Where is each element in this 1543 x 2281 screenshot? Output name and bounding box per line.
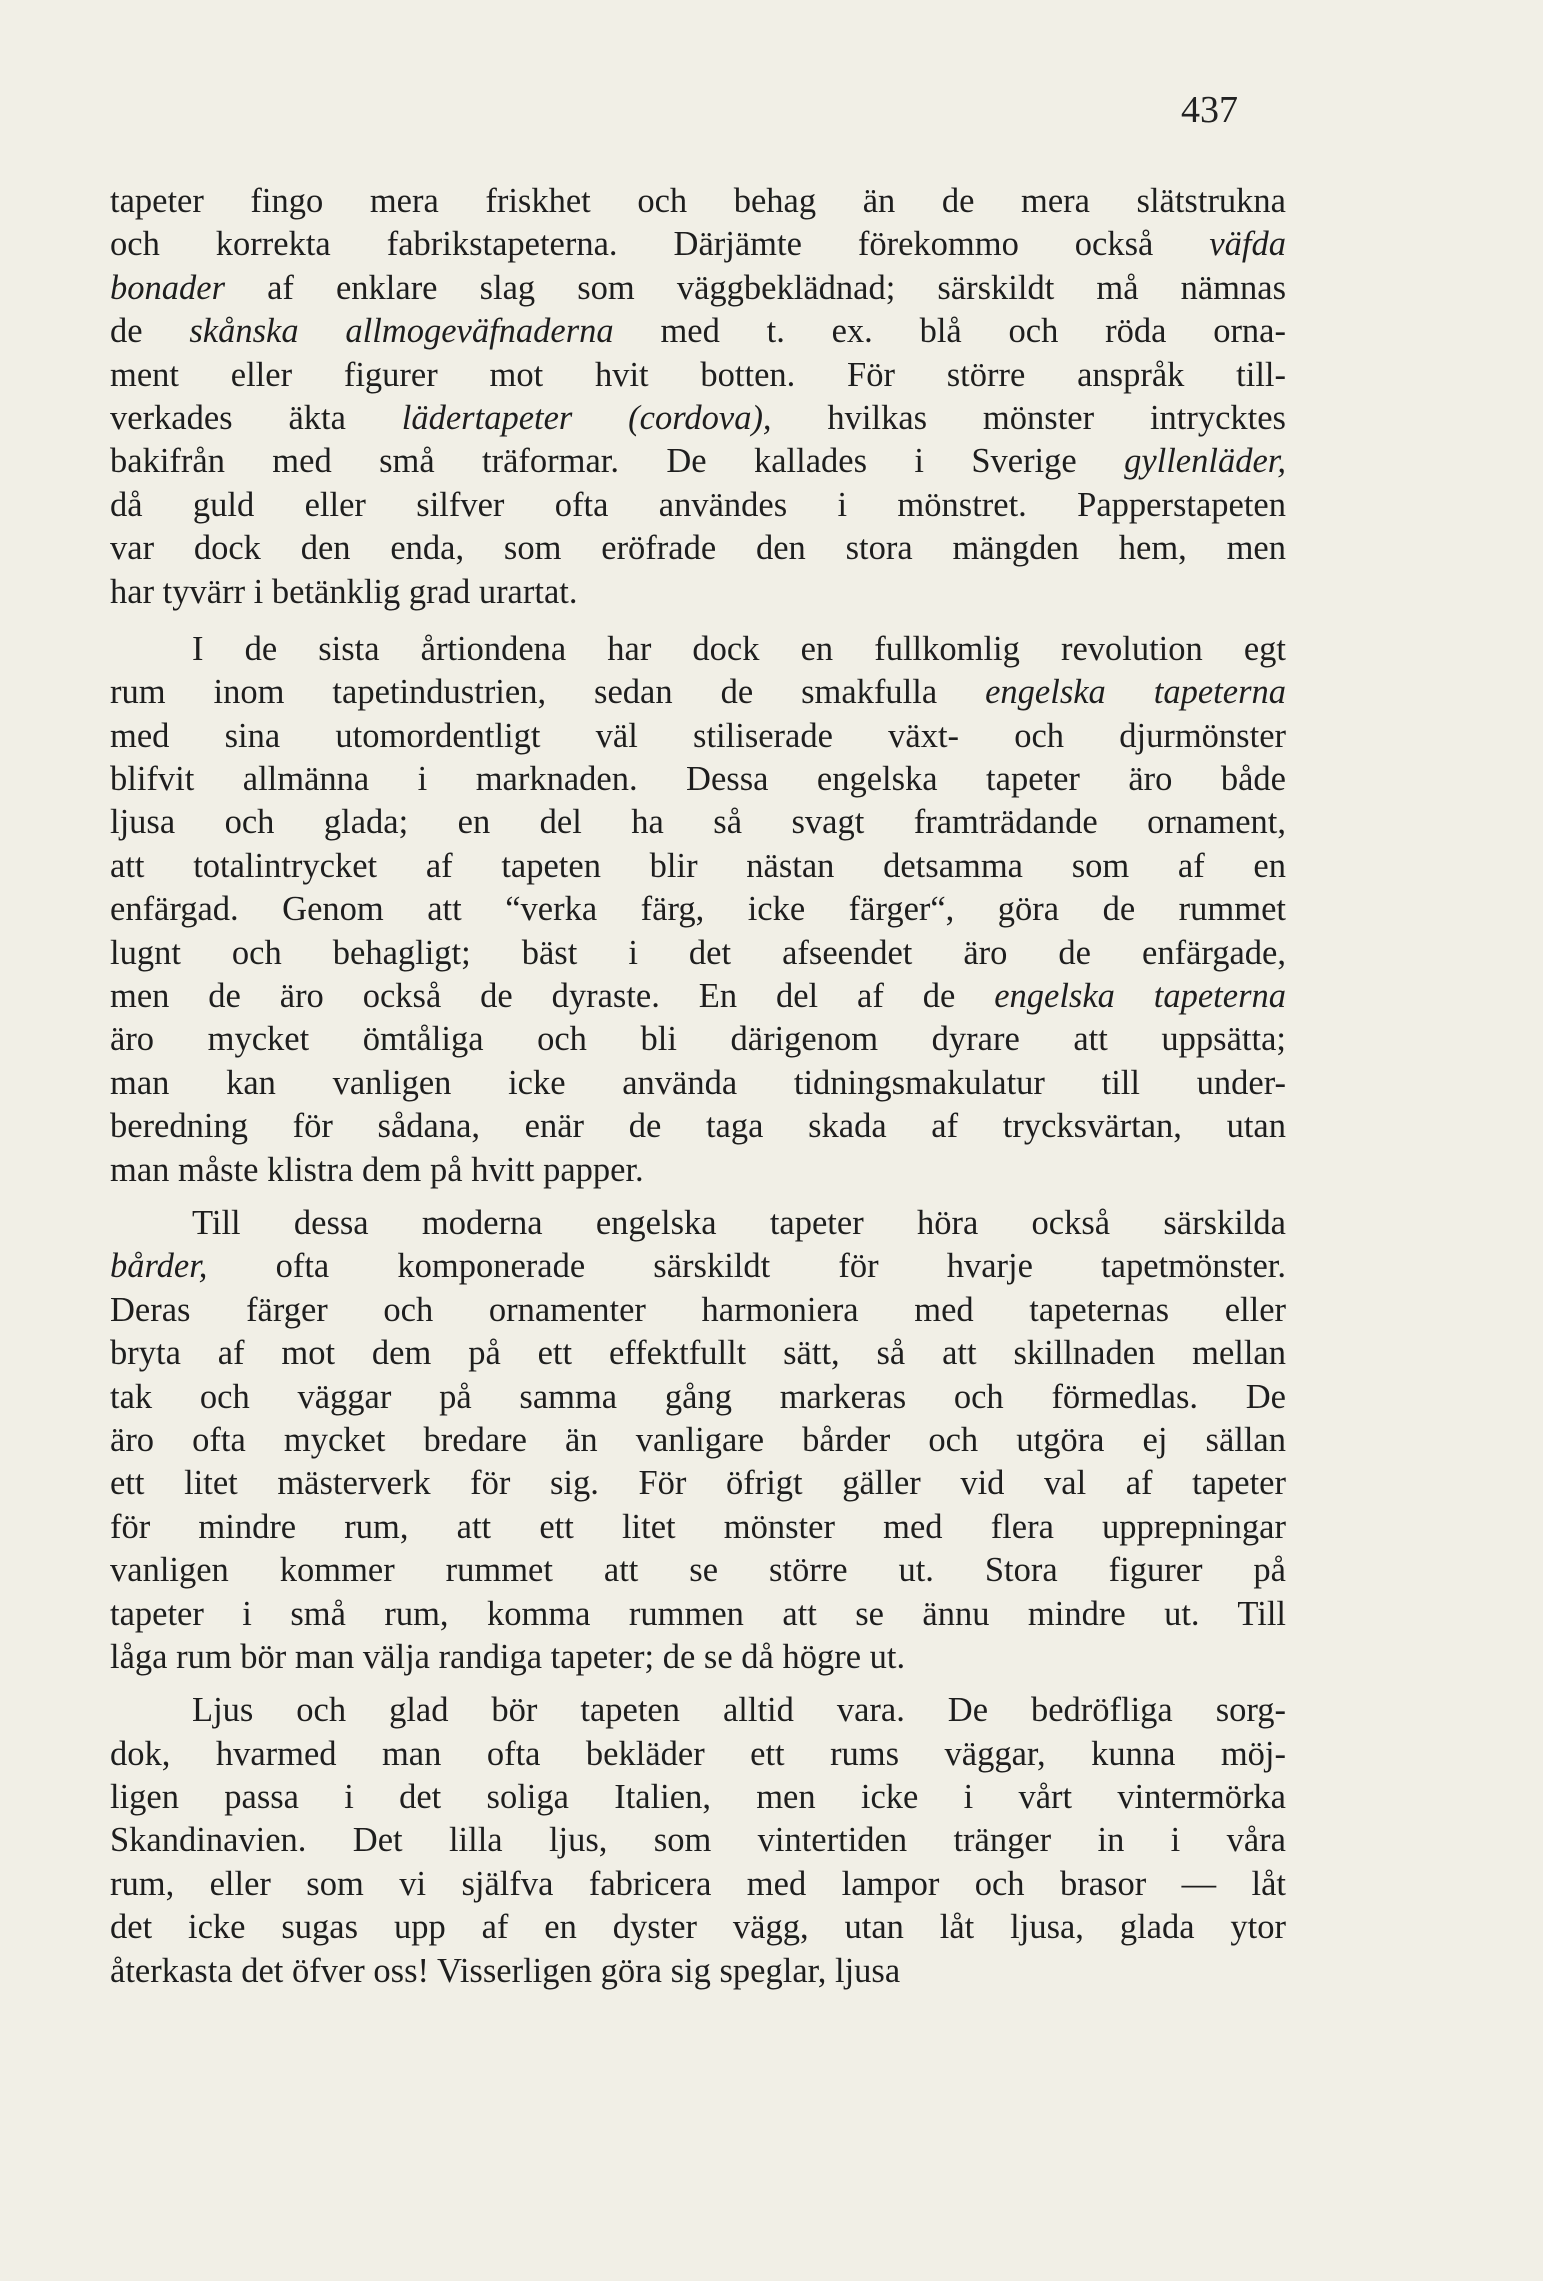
text-line: men de äro också de dyraste. En del af de engelska tapeterna — [110, 977, 1287, 1016]
text-line: Skandinavien. Det lilla ljus, som vintertiden tränger in i våra — [110, 1821, 1286, 1860]
text-line: och korrekta fabrikstapeterna. Därjämte förekommo också väfda — [110, 225, 1286, 264]
text-line: ment eller figurer mot hvit botten. För större anspråk till- — [110, 355, 1286, 394]
text-line: tapeter fingo mera friskhet och behag än de mera slätstrukna — [110, 182, 1286, 220]
text-line: man kan vanligen icke använda tidningsmakulatur till under- — [110, 1063, 1286, 1102]
italic-term: lädertapeter (cordova), — [401, 398, 772, 437]
italic-term: engelska tapeterna — [994, 977, 1287, 1016]
italic-term: väfda — [1209, 225, 1286, 264]
text-line: de skånska allmogeväfnaderna med t. ex. blå och röda orna- — [110, 312, 1286, 351]
text-line: var dock den enda, som eröfrade den stora mängden hem, men — [110, 529, 1286, 568]
text-line: det icke sugas upp af en dyster vägg, utan låt ljusa, glada ytor — [110, 1908, 1286, 1947]
text-line: att totalintrycket af tapeten blir nästan detsamma som af en — [110, 846, 1286, 885]
text-line: rum, eller som vi själfva fabricera med lampor och brasor — låt — [110, 1864, 1286, 1903]
page-number: 437 — [1181, 89, 1238, 131]
paragraph — [110, 180, 1286, 614]
text-line: enfärgad. Genom att “verka färg, icke färger“, göra de rummet — [110, 890, 1286, 929]
text-line: Ljus och glad bör tapeten alltid vara. De bedröfliga sorg- — [192, 1691, 1286, 1730]
paragraph — [110, 628, 1286, 1192]
body-text — [110, 180, 1286, 2003]
text-line: har tyvärr i betänklig grad urartat. — [110, 572, 578, 611]
italic-term: gyllenläder, — [1124, 442, 1286, 481]
text-line: då guld eller silfver ofta användes i mönstret. Papperstapeten — [110, 485, 1286, 524]
text-line: ligen passa i det soliga Italien, men icke i vårt vintermörka — [110, 1778, 1286, 1817]
text-line: dok, hvarmed man ofta bekläder ett rums väggar, kunna möj- — [110, 1734, 1286, 1773]
paragraph — [110, 1202, 1286, 1679]
text-line: Till dessa moderna engelska tapeter höra också särskilda — [192, 1203, 1286, 1242]
text-line: rum inom tapetindustrien, sedan de smakfulla engelska tapeterna — [110, 673, 1286, 712]
text-line: verkades äkta lädertapeter (cordova), hvilkas mönster intrycktes — [110, 398, 1286, 437]
italic-term: skånska allmogeväfnaderna — [189, 312, 614, 351]
text-line: med sina utomordentligt väl stiliserade växt- och djurmönster — [110, 716, 1286, 755]
text-line: bårder, ofta komponerade särskildt för hvarje tapetmönster. — [110, 1247, 1286, 1286]
text-line: för mindre rum, att ett litet mönster med flera upprepningar — [110, 1507, 1286, 1546]
italic-term: bonader — [110, 268, 225, 307]
text-line: beredning för sådana, enär de taga skada af trycksvärtan, utan — [110, 1107, 1286, 1146]
text-line: tak och väggar på samma gång markeras och förmedlas. De — [110, 1377, 1286, 1416]
italic-term: bårder, — [110, 1247, 208, 1286]
text-line: lugnt och behagligt; bäst i det afseendet äro de enfärgade, — [110, 933, 1286, 972]
text-line: tapeter i små rum, komma rummen att se ännu mindre ut. Till — [110, 1594, 1286, 1633]
text-line: Deras färger och ornamenter harmoniera med tapeternas eller — [110, 1290, 1286, 1329]
text-line: ett litet mästerverk för sig. För öfrigt gäller vid val af tapeter — [110, 1464, 1286, 1503]
text-line: låga rum bör man välja randiga tapeter; de se då högre ut. — [110, 1637, 906, 1676]
text-line: man måste klistra dem på hvitt papper. — [110, 1150, 644, 1189]
text-line: återkasta det öfver oss! Visserligen göra sig speglar, ljusa — [110, 1951, 901, 1990]
text-line: bakifrån med små träformar. De kallades i Sverige gyllenläder, — [110, 442, 1286, 481]
text-line: I de sista årtiondena har dock en fullkomlig revolution egt — [192, 629, 1286, 668]
text-line: blifvit allmänna i marknaden. Dessa engelska tapeter äro både — [110, 760, 1286, 799]
text-line: vanligen kommer rummet att se större ut. Stora figurer på — [110, 1551, 1286, 1590]
text-line: äro mycket ömtåliga och bli därigenom dyrare att uppsätta; — [110, 1020, 1286, 1059]
text-line: bonader af enklare slag som väggbeklädnad; särskildt må nämnas — [110, 268, 1286, 307]
text-line: bryta af mot dem på ett effektfullt sätt, så att skillnaden mellan — [110, 1334, 1286, 1373]
italic-term: engelska tapeterna — [985, 673, 1286, 712]
text-line: ljusa och glada; en del ha så svagt framträdande ornament, — [110, 803, 1286, 842]
text-line: äro ofta mycket bredare än vanligare bårder och utgöra ej sällan — [110, 1420, 1286, 1459]
paragraph — [110, 1689, 1286, 1993]
